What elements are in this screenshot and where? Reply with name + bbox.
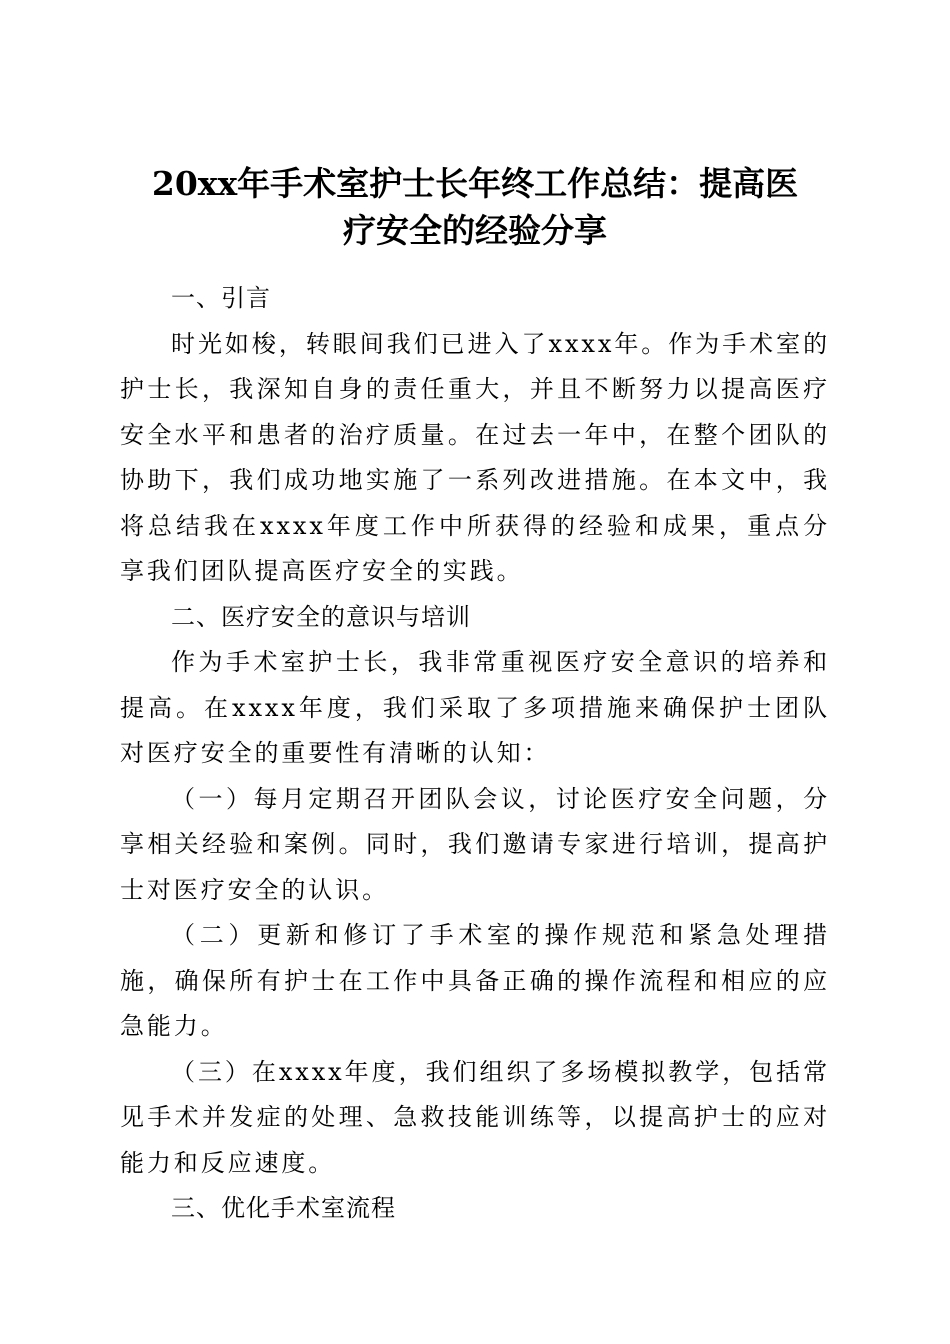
title-line-1: 20xx年手术室护士长年终工作总结：提高医	[151, 164, 799, 204]
safety-paragraph-1: 作为手术室护士长，我非常重视医疗安全意识的培养和提高。在xxxx年度，我们采取了多项措施来确保护士团队对医疗安全的重要性有清晰的认知：	[120, 648, 830, 767]
intro-paragraph: 时光如梭，转眼间我们已进入了xxxx年。作为手术室的护士长，我深知自身的责任重大，并且不断努力以提高医疗安全水平和患者的治疗质量。在过去一年中，在整个团队的协助下，我们成功地实施了一系列改进措施。在本文中，我将总结我在xxxx年度工作中所获得的经验和成果，重点分享我们团队提高医疗安全的实践。	[120, 329, 830, 585]
title-line-2: 疗安全的经验分享	[343, 211, 607, 251]
safety-paragraph-4: （三）在xxxx年度，我们组织了多场模拟教学，包括常见手术并发症的处理、急救技能训练等，以提高护士的应对能力和反应速度。	[120, 1057, 830, 1177]
section-heading-introduction: 一、引言	[171, 284, 271, 312]
document-title	[120, 160, 830, 254]
section-heading-safety-training: 二、医疗安全的意识与培训	[171, 602, 471, 631]
section-heading-process-optimization: 三、优化手术室流程	[171, 1194, 396, 1222]
document-body	[120, 276, 830, 1232]
safety-paragraph-2: （一）每月定期召开团队会议，讨论医疗安全问题，分享相关经验和案例。同时，我们邀请专家进行培训，提高护士对医疗安全的认识。	[120, 784, 830, 904]
safety-paragraph-3: （二）更新和修订了手术室的操作规范和紧急处理措施，确保所有护士在工作中具备正确的操作流程和相应的应急能力。	[120, 921, 830, 1040]
